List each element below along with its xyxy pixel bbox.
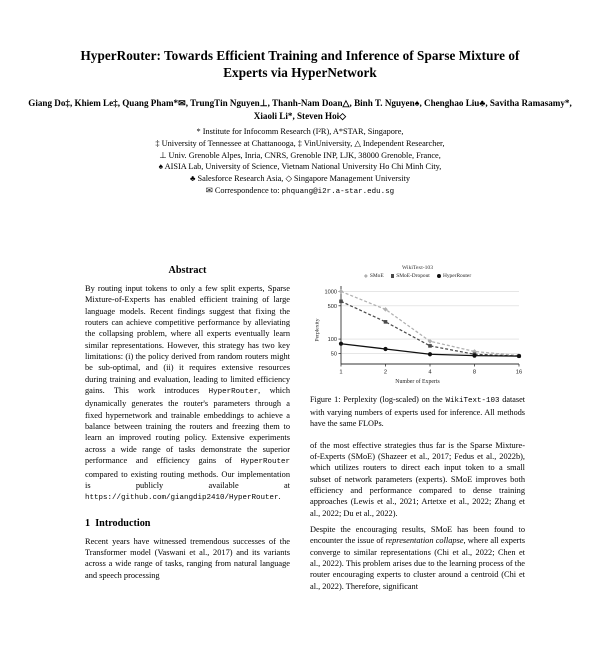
affiliation-line: ‡ University of Tennessee at Chattanooga, ‡ VinUniversity, △ Independent Researcher,: [155, 139, 445, 148]
legend-label: SMoE: [369, 273, 384, 279]
correspondence-label: ✉ Correspondence to:: [205, 186, 280, 196]
chart-x-axis-label: Number of Experts: [395, 379, 440, 385]
abstract-part-3: compared to existing routing methods. Our implementation is publicly available at: [85, 469, 290, 490]
correspondence-line: [0, 185, 600, 199]
circle-marker-icon: [437, 274, 441, 278]
column-right: [310, 265, 525, 592]
affiliation-line: ♣ Salesforce Research Asia, ◇ Singapore Management University: [189, 173, 411, 183]
abstract-part-4: .: [278, 492, 281, 502]
affiliation-line: ♠ AISIA Lab, University of Science, Vietnam National University Ho Chi Minh City,: [158, 162, 442, 172]
right-part-2: , where all experts converge to similar representations (Chi et al., 2022; Chen et al., 2022). This problem arises due to the learning process of the router encouraging experts to cluster around a centroid (Chi et al., 2022). Therefore, significant: [310, 536, 525, 591]
caption-dataset-name: WikiText-103: [445, 397, 500, 405]
svg-text:1: 1: [339, 369, 343, 376]
abstract-heading: Abstract: [168, 265, 207, 276]
diamond-marker-icon: [364, 274, 368, 278]
svg-text:16: 16: [515, 369, 523, 376]
svg-text:1000: 1000: [324, 289, 337, 296]
term-representation-collapse: representation collapse: [385, 536, 464, 546]
chart-legend: [310, 273, 525, 279]
section-title: Introduction: [95, 517, 151, 529]
page-title: HyperRouter: Towards Efficient Training and Inference of Sparse Mixture of Experts via HyperNetwork: [80, 48, 520, 80]
svg-text:2: 2: [383, 369, 388, 376]
paper-page: [0, 47, 600, 647]
square-marker-icon: [391, 274, 395, 278]
column-left: [85, 265, 290, 581]
svg-text:50: 50: [330, 351, 337, 358]
legend-item-smoe-dropout: [391, 273, 430, 279]
abstract-text: [85, 283, 290, 505]
right-part-1: Despite the encouraging results, SMoE has been found to encounter the issue of: [310, 525, 525, 546]
correspondence-email[interactable]: phquang@i2r.a-star.edu.sg: [281, 188, 395, 197]
abstract-part-1: By routing input tokens to only a few split experts, Sparse Mixture-of-Experts has enabled efficient training of large language models. Recent findings suggest that fixing the routers can achieve competitive performance by alleviating the collapsing problem, where all experts eventually learn similar representations. However, this strategy has two key limitations: (i) the policy derived from random routers might be sub-optimal, and (ii) it requires extensive resources during training and evaluation, leading to limited efficiency gains. This work introduces: [85, 284, 290, 396]
introduction-paragraph: Recent years have witnessed tremendous successes of the Transformer model (Vaswani et al., 2017) and its variants across a wide range of tasks, ranging from natural language and speech processing: [85, 536, 290, 580]
affiliations-block: [24, 126, 576, 184]
figure-caption: [310, 394, 525, 430]
section-number: 1: [85, 517, 91, 529]
legend-item-hyperrouter: [437, 273, 471, 279]
caption-part-1: Figure 1: Perplexity (log-scaled) on the: [310, 395, 446, 404]
caption-part-2: dataset with varying numbers of experts used for inference. All methods have the same FLOPs.: [310, 395, 526, 429]
right-paragraph-1: of the most effective strategies thus far is the Sparse Mixture-of-Experts (SMoE) (Shazeer et al., 2017; Fedus et al., 2022b), which utilizes routers to direct each input token to a small subset of network parameters (experts). SMoE improves both efficiency and performance compared to dense training approaches (Lewis et al., 2021; Artetxe et al., 2022; Zhang et al., 2022; Du et al., 2022).: [310, 440, 525, 518]
introduction-heading: [85, 518, 290, 529]
legend-item-smoe: [364, 273, 384, 279]
right-paragraph-2: [310, 524, 525, 592]
chart-title: WikiText-103: [401, 265, 434, 271]
author-list: Giang Do‡, Khiem Le‡, Quang Pham*✉, TrungTin Nguyen⊥, Thanh-Nam Doan△, Binh T. Nguyen♠, Chenghao Liu♣, Savitha Ramasamy*, Xiaoli Li*, Steven Hoi◇: [28, 98, 572, 122]
abstract-mono-hyperrouter: HyperRouter: [208, 388, 259, 397]
perplexity-line-chart: [310, 282, 525, 378]
abstract-repo-url[interactable]: https://github.com/giangdip2410/HyperRouter: [85, 494, 279, 503]
figure-1: [310, 265, 525, 430]
svg-text:500: 500: [327, 303, 337, 310]
two-column-body: [0, 265, 600, 647]
svg-text:100: 100: [327, 337, 337, 344]
svg-text:4: 4: [428, 369, 432, 376]
abstract-mono-hyperrouter-2: HyperRouter: [240, 458, 290, 467]
affiliation-line: * Institute for Infocomm Research (I²R), A*STAR, Singapore,: [196, 127, 404, 137]
chart-plot-area: [310, 282, 525, 378]
abstract-part-2: , which dynamically generates the router's parameters through a fixed hypernetwork and trainable embeddings to achieve a balance between training the routers and freezing them to learn an improved routing policy. Extensive experiments across a wide range of tasks demonstrate the superior performance and efficiency gains of: [85, 386, 290, 466]
legend-label: HyperRouter: [442, 273, 472, 279]
chart-y-axis-label: Perplexity: [314, 318, 321, 342]
affiliation-line: ⊥ Univ. Grenoble Alpes, Inria, CNRS, Grenoble INP, LJK, 38000 Grenoble, France,: [159, 150, 441, 160]
legend-label: SMoE-Dropout: [396, 273, 430, 279]
svg-text:8: 8: [472, 369, 477, 376]
